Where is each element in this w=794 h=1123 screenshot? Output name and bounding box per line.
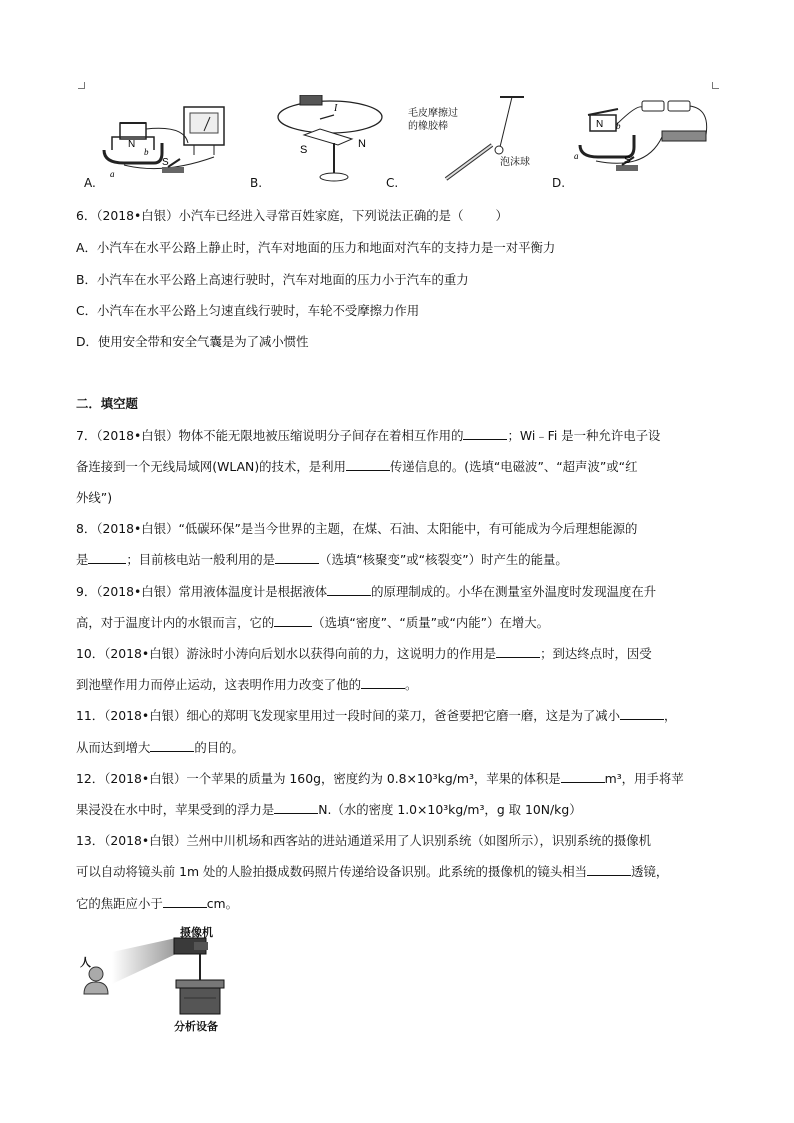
figure-label-a: A. [84,176,96,190]
figure-c-ball-label: 泡沫球 [500,157,530,168]
figure-c-rod-label-line2: 的橡胶棒 [408,121,448,132]
figure-d-drawing [566,95,716,187]
q7-line1: 7．（2018•白银）物体不能无限地被压缩说明分子间存在着相互作用的 ；Wi﹣Fi 是一种允许电子设 [76,428,661,443]
q10-blank-1[interactable] [496,646,540,658]
q11-line1: 11．（2018•白银）细心的郑明飞发现家里用过一段时间的菜刀，爸爸要把它磨一磨，这是为了减小 ， [76,708,677,723]
figure-b-current: I [334,103,338,114]
corner-mark-left [78,82,85,89]
figure-b [260,95,390,187]
figure-label-d: D. [552,176,566,190]
q13-line1: 13．（2018•白银）兰州中川机场和西客站的进站通道采用了人识别系统（如图所示），识别系统的摄像机 [76,833,652,848]
q10-line2: 到池壁作用力而停止运动，这表明作用力改变了他的 。 [76,677,418,692]
figure-q13-camera-label: 摄像机 [180,927,213,939]
q12-blank-2[interactable] [274,802,318,814]
corner-mark-right [712,82,719,89]
q10-line1: 10．（2018•白银）游泳时小涛向后划水以获得向前的力，这说明力的作用是 ；到达终点时，因受 [76,646,652,661]
figure-q13 [76,924,256,1036]
q7-blank-1[interactable] [463,428,507,440]
q6-option-a: A．小汽车在水平公路上静止时，汽车对地面的压力和地面对汽车的支持力是一对平衡力 [76,240,556,255]
q6-stem: 6．（2018•白银）小汽车已经进入寻常百姓家庭，下列说法正确的是（ ） [76,208,508,223]
figure-c-drawing [400,95,540,187]
figure-d-n-pole: N [596,119,604,130]
figure-d [566,95,716,187]
figure-label-b: B. [250,176,263,190]
q7-line2: 备连接到一个无线局域网(WLAN)的技术，是利用 传递信息的。(选填“电磁波”、“超声波”或“红 [76,459,638,474]
q7-blank-2[interactable] [346,459,390,471]
figure-d-s-switch: S [624,155,631,166]
figure-b-s-pole: S [300,144,308,156]
q12-line2: 果浸没在水中时，苹果受到的浮力是 N.（水的密度 1.0×10³kg/m³，g 取 10N/kg） [76,802,582,817]
q8-line2: 是 ；目前核电站一般利用的是 （选填“核聚变”或“核裂变”）时产生的能量。 [76,552,568,567]
figure-b-n-pole: N [358,138,366,150]
figure-a-n-pole: N [128,139,136,150]
q13-line3: 它的焦距应小于 cm。 [76,896,239,911]
q12-blank-1[interactable] [561,771,605,783]
q7-line3: 外线”) [76,490,113,505]
figure-a-b: b [144,147,149,157]
q11-blank-1[interactable] [620,708,664,720]
q10-blank-2[interactable] [361,677,405,689]
figure-d-a: a [574,151,579,161]
q8-line1: 8．（2018•白银）“低碳环保”是当今世界的主题，在煤、石油、太阳能中，有可能成为今后理想能源的 [76,521,638,536]
figure-q13-device-label: 分析设备 [174,1021,218,1033]
figure-a-drawing [84,95,234,187]
figure-d-b: b [616,121,621,131]
q12-line1: 12．（2018•白银）一个苹果的质量为 160g，密度约为 0.8×10³kg/m³，苹果的体积是 m³，用手将苹 [76,771,684,786]
figure-c-rod-label-line1: 毛皮摩擦过 [408,108,458,119]
q13-line2: 可以自动将镜头前 1m 处的人脸拍摄成数码照片传递给设备识别。此系统的摄像机的镜头相当 透镜， [76,864,669,879]
q8-blank-1[interactable] [88,552,126,564]
q13-blank-1[interactable] [587,864,631,876]
q6-option-c: C．小汽车在水平公路上匀速直线行驶时，车轮不受摩擦力作用 [76,303,420,318]
figure-a [84,95,234,187]
section-title-fill-blank: 二．填空题 [76,396,138,411]
q11-line2: 从而达到增大 的目的。 [76,740,244,755]
q11-blank-2[interactable] [150,740,194,752]
q9-line1: 9．（2018•白银）常用液体温度计是根据液体 的原理制成的。小华在测量室外温度时发现温度在升 [76,584,657,599]
figure-q13-person-label: 人 [80,957,91,969]
figure-c [400,95,540,187]
q9-line2: 高，对于温度计内的水银而言，它的 （选填“密度”、“质量”或“内能”）在增大。 [76,615,550,630]
q6-option-d: D．使用安全带和安全气囊是为了减小惯性 [76,334,309,349]
figure-label-c: C. [386,176,399,190]
figure-a-a: a [110,169,115,179]
q9-blank-1[interactable] [327,584,371,596]
figure-a-s-switch: S [162,157,169,168]
q6-option-b: B．小汽车在水平公路上高速行驶时，汽车对地面的压力小于汽车的重力 [76,272,469,287]
figure-b-drawing [260,95,390,187]
q8-blank-2[interactable] [275,552,319,564]
q13-blank-2[interactable] [163,896,207,908]
q9-blank-2[interactable] [274,615,312,627]
figure-q13-drawing [76,924,256,1036]
